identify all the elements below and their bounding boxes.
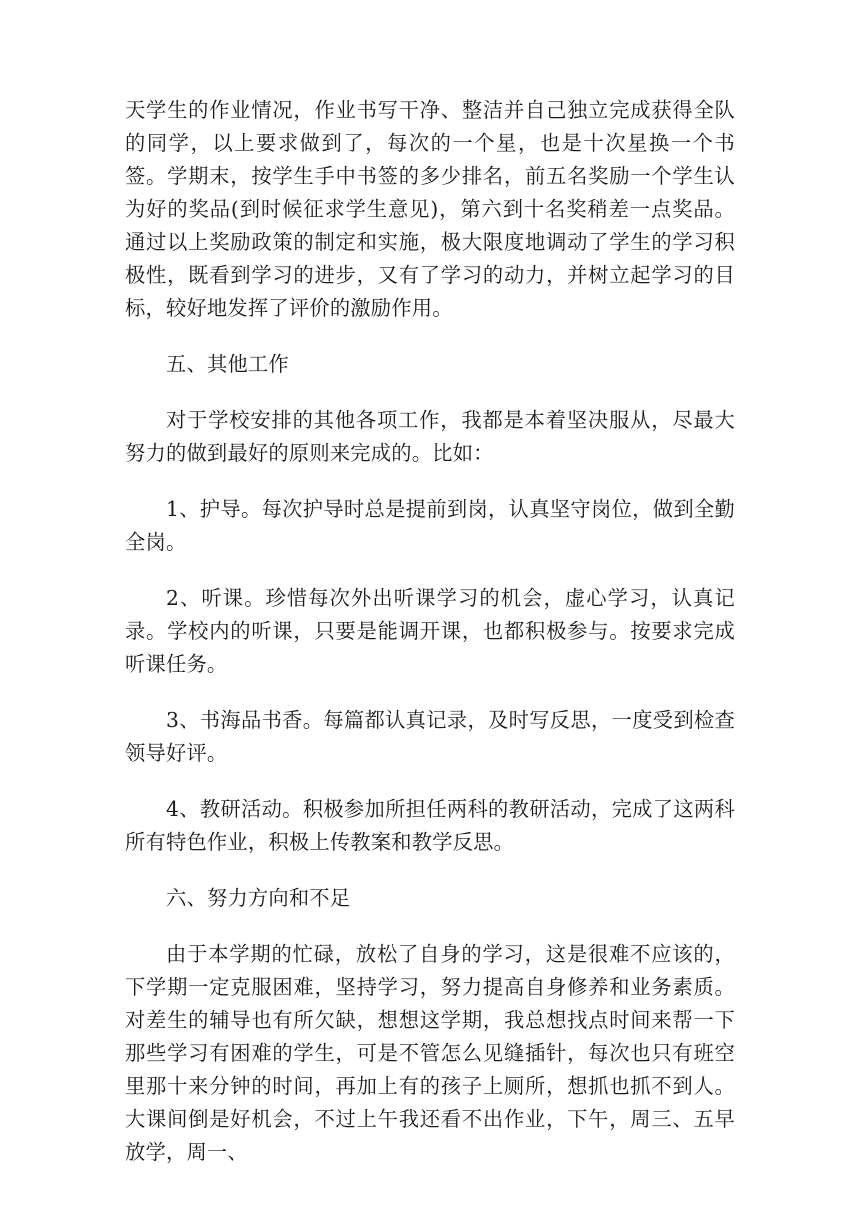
paragraph-shortcomings: 由于本学期的忙碌，放松了自身的学习，这是很难不应该的，下学期一定克服困难，坚持学习，努力提高自身修养和业务素质。对差生的辅导也有所欠缺，想想这学期，我总想找点时间来帮一下那些学习有困难的学生，可是不管怎么见缝插针，每次也只有班空里那十来分钟的时间，再加上有的孩子上厕所，想抓也抓不到人。大课间倒是好机会，不过上午我还看不出作业，下午，周三、五早放学，周一、 — [125, 942, 735, 1164]
paragraph-item-reading: 3、书海品书香。每篇都认真记录，及时写反思，一度受到检查领导好评。 — [125, 708, 735, 765]
section-heading-other-work: 五、其他工作 — [166, 352, 289, 376]
section-heading-direction-shortcomings: 六、努力方向和不足 — [166, 886, 351, 910]
document-page — [125, 94, 735, 1192]
paragraph-item-lesson-observation: 2、听课。珍惜每次外出听课学习的机会，虚心学习，认真记录。学校内的听课，只要是能调开课，也都积极参与。按要求完成听课任务。 — [125, 586, 735, 676]
paragraph-other-work-intro: 对于学校安排的其他各项工作，我都是本着坚决服从，尽最大努力的做到最好的原则来完成的。比如： — [125, 408, 735, 465]
paragraph-evaluation-incentive: 天学生的作业情况，作业书写干净、整洁并自己独立完成获得全队的同学，以上要求做到了，每次的一个星，也是十次星换一个书签。学期末，按学生手中书签的多少排名，前五名奖励一个学生认为好的奖品(到时候征求学生意见)，第六到十名奖稍差一点奖品。通过以上奖励政策的制定和实施，极大限度地调动了学生的学习积极性，既看到学习的进步，又有了学习的动力，并树立起学习的目标，较好地发挥了评价的激励作用。 — [125, 98, 735, 320]
paragraph-item-teaching-research: 4、教研活动。积极参加所担任两科的教研活动，完成了这两科所有特色作业，积极上传教案和教学反思。 — [125, 797, 735, 854]
paragraph-item-patrol: 1、护导。每次护导时总是提前到岗，认真坚守岗位，做到全勤全岗。 — [125, 497, 735, 554]
